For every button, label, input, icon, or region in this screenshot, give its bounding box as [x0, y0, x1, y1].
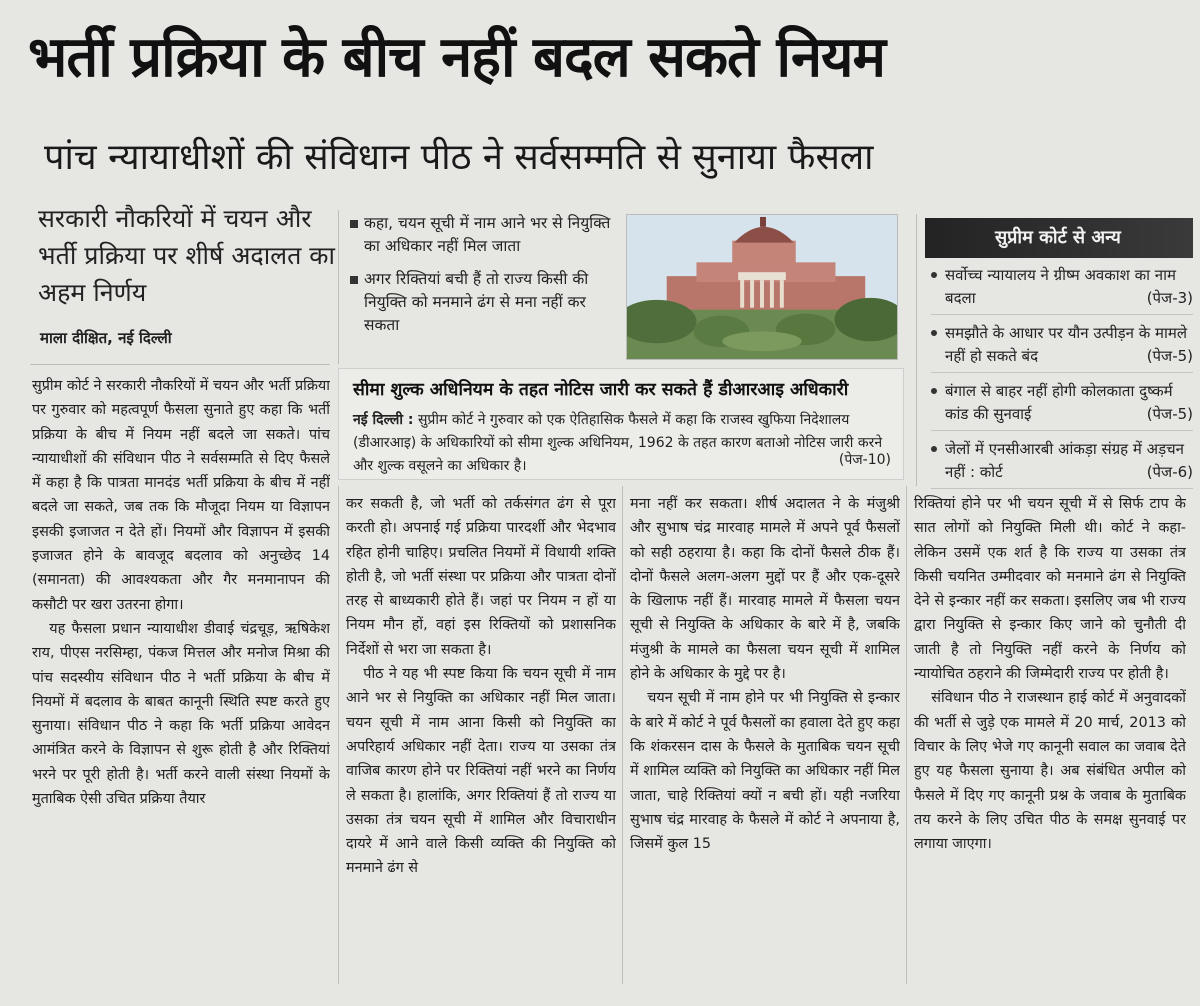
- sidebar-item: [931, 380, 1193, 431]
- article-column-2: [346, 492, 616, 984]
- headline: भर्ती प्रक्रिया के बीच नहीं बदल सकते नियम: [28, 25, 886, 90]
- square-bullet-icon: [350, 220, 358, 228]
- bullet-icon: [931, 330, 937, 336]
- sidebar-item-text: समझौते के आधार पर यौन उत्पीड़न के मामले नहीं हो सकते बंद: [945, 324, 1188, 365]
- sidebar-item: [931, 438, 1193, 489]
- column-divider: [338, 486, 339, 986]
- pull-quote: [348, 212, 620, 258]
- article-paragraph: यह फैसला प्रधान न्यायाधीश डीवाई चंद्रचूड़, ऋषिकेश राय, पीएस नरसिम्हा, पंकज मित्तल और मनोज मिश्रा की पांच सदस्यीय संविधान पीठ ने भर्ती प्रक्रिया के बीच में नियमों में बदलाव के बाबत कानूनी स्थिति स्पष्ट करते हुए सुनाया। संविधान पीठ ने कहा कि भर्ती प्रक्रिया आवेदन आमंत्रित करने के विज्ञापन से शुरू होती है और रिक्तियां भरने पर पूरी होती है। भर्ती करने वाली संस्था नियमों के मुताबिक ऐसी उचित प्रक्रिया तैयार: [32, 620, 330, 808]
- column-divider: [906, 486, 907, 986]
- supreme-court-photo: [626, 214, 898, 360]
- pull-quote: [348, 268, 620, 337]
- sidebar-item-page: (पेज-3): [1146, 289, 1193, 307]
- pull-quotes: [348, 212, 620, 347]
- sidebar-item-page: (पेज-6): [1146, 463, 1193, 481]
- sidebar-item-text: जेलों में एनसीआरबी आंकड़ा संग्रह में अड़चन नहीं : कोर्ट: [945, 440, 1184, 481]
- related-story-box: [338, 368, 904, 480]
- related-story-body: [353, 409, 893, 478]
- article-column-4: [914, 492, 1186, 984]
- related-story-page-ref: (पेज-10): [838, 452, 891, 468]
- pull-quote-text: अगर रिक्तियां बची हैं तो राज्य किसी की नियुक्ति को मनमाने ढंग से मना नहीं कर सकता: [364, 270, 589, 334]
- related-story-text: सुप्रीम कोर्ट ने गुरुवार को एक ऐतिहासिक फैसले में कहा कि राजस्व खुफिया निदेशालय (डीआरआइ) के अधिकारियों को सीमा शुल्क अधिनियम, 1962 के तहत कारण बताओ नोटिस जारी करने और शुल्क वसूलने का अधिकार है।: [353, 412, 883, 474]
- sidebar-title: सुप्रीम कोर्ट से अन्य: [925, 218, 1193, 258]
- sidebar-list: [931, 264, 1193, 496]
- sidebar-item: [931, 264, 1193, 315]
- bullet-icon: [931, 272, 937, 278]
- article-paragraph: रिक्तियां होने पर भी चयन सूची में से सिर्फ टाप के सात लोगों को नियुक्ति मिली थी। कोर्ट ने कहा-लेकिन उसमें एक शर्त है कि राज्य या उसका तंत्र किसी चयनित उम्मीदवार को मनमाने ढंग से नियुक्ति देने से इन्कार नहीं कर सकता। इसलिए जब भी राज्य द्वारा नियुक्ति से इन्कार किए जाने को चुनौती दी जाती है तो नियुक्ति नहीं करने के निर्णय को न्यायोचित ठहराने की जिम्मेदारी राज्य पर होती है।: [914, 496, 1186, 683]
- bullet-icon: [931, 388, 937, 394]
- sidebar-item-text: बंगाल से बाहर नहीं होगी कोलकाता दुष्कर्म कांड की सुनवाई: [945, 382, 1173, 423]
- article-paragraph: पीठ ने यह भी स्पष्ट किया कि चयन सूची में नाम आने भर से नियुक्ति का अधिकार नहीं मिल जाता। चयन सूची में नाम आना किसी को नियुक्ति का अपरिहार्य अधिकार नहीं देता। राज्य या उसका तंत्र वाजिब कारण होने पर रिक्तियां नहीं भरने का निर्णय ले सकता है। हालांकि, अगर रिक्तियां हैं तो राज्य या उसका तंत्र चयन सूची में शामिल और विचाराधीन दायरे में आने वाले किसी व्यक्ति की नियुक्ति को मनमाने ढंग से: [346, 666, 616, 877]
- sidebar-more-from-supreme-court: [916, 214, 1192, 486]
- subheadline: पांच न्यायाधीशों की संविधान पीठ ने सर्वसम्मति से सुनाया फैसला: [44, 137, 874, 178]
- article-paragraph: संविधान पीठ ने राजस्थान हाई कोर्ट में अनुवादकों की भर्ती से जुड़े एक मामले में 20 मार्च, 2013 को विचार के लिए भेजे गए कानूनी सवाल का जवाब देते हुए यह फैसला सुनाया है। अब संबंधित अपील को फैसले में दिए गए कानूनी प्रश्न के जवाब के मुताबिक तय करने के लिए उचित पीठ के समक्ष सुनवाई पर लगाया जाएगा।: [914, 690, 1186, 853]
- article-column-3: [630, 492, 900, 984]
- article-column-1: [32, 374, 330, 984]
- related-story-dateline: नई दिल्ली :: [353, 412, 414, 428]
- column-divider: [338, 210, 339, 364]
- divider: [30, 364, 330, 365]
- sidebar-item-text: सर्वोच्च न्यायालय ने ग्रीष्म अवकाश का नाम बदला: [945, 266, 1176, 307]
- deck: सरकारी नौकरियों में चयन और भर्ती प्रक्रिया पर शीर्ष अदालत का अहम निर्णय: [38, 204, 335, 307]
- bullet-icon: [931, 446, 937, 452]
- byline: माला दीक्षित, नई दिल्ली: [40, 329, 172, 347]
- sidebar-item-page: (पेज-5): [1146, 347, 1193, 365]
- sidebar-item-page: (पेज-5): [1146, 405, 1193, 423]
- sidebar-item: [931, 322, 1193, 373]
- column-divider: [622, 486, 623, 986]
- article-paragraph: कर सकती है, जो भर्ती को तर्कसंगत ढंग से पूरा करती हो। अपनाई गई प्रक्रिया पारदर्शी और भेदभाव रहित होनी चाहिए। प्रचलित नियमों में विधायी शक्ति होती है, जो भर्ती संस्था पर प्रक्रिया और पात्रता दोनों तरह से बाध्यकारी होते हैं। जहां पर नियम न हों या नियम मौन हों, वहां इस रिक्तियों को प्रशासनिक निर्देशों से भरा जा सकता है।: [346, 496, 616, 658]
- supreme-court-building-icon: [627, 215, 897, 359]
- article-paragraph: सुप्रीम कोर्ट ने सरकारी नौकरियों में चयन और भर्ती प्रक्रिया पर गुरुवार को महत्वपूर्ण फैसला सुनाते हुए कहा कि भर्ती प्रक्रिया के बीच में नियम नहीं बदले जा सकते। पांच न्यायाधीशों की संविधान पीठ ने सर्वसम्मति से दिए फैसले में कहा है कि पात्रता मानदंड भर्ती प्रक्रिया के बीच में नहीं बदले जा सकते, जब तक कि मौजूदा नियम या विज्ञापन इसकी इजाजत न देते हों। नियमों और विज्ञापन में इसकी इजाजत होने के बावजूद बदलाव को अनुच्छेद 14 (समानता) की आवश्यकता और गैर मनमानापन की कसौटी पर खरा उतरना होगा।: [32, 378, 330, 613]
- article-paragraph: चयन सूची में नाम होने पर भी नियुक्ति से इन्कार के बारे में कोर्ट ने पूर्व फैसलों का हवाला देते हुए कहा कि शंकरसन दास के फैसले के मुताबिक चयन सूची में शामिल व्यक्ति को नियुक्ति का अधिकार नहीं मिल जाता, चाहे रिक्तियां क्यों न बची हों। यही नजरिया सुभाष चंद्र मारवाह के फैसले में कोर्ट ने अपनाया है, जिसमें कुल 15: [630, 690, 900, 853]
- page-bottom-edge: [0, 984, 1200, 1006]
- pull-quote-text: कहा, चयन सूची में नाम आने भर से नियुक्ति का अधिकार नहीं मिल जाता: [364, 214, 611, 255]
- article-paragraph: मना नहीं कर सकता। शीर्ष अदालत ने के मंजुश्री और सुभाष चंद्र मारवाह मामले में अपने पूर्व फैसलों को सही ठहराया है। कहा कि दोनों फैसले ठीक हैं। दोनों फैसले अलग-अलग मुद्दों पर हैं और एक-दूसरे के खिलाफ नहीं हैं। मारवाह मामले में फैसला चयन सूची से नियुक्ति के अधिकार के बारे में है, जबकि मंजुश्री के मामले का फैसला चयन सूची में शामिल होने के अधिकार के मुद्दे पर है।: [630, 496, 900, 683]
- related-story-title: सीमा शुल्क अधिनियम के तहत नोटिस जारी कर सकते हैं डीआरआइ अधिकारी: [353, 380, 849, 400]
- square-bullet-icon: [350, 276, 358, 284]
